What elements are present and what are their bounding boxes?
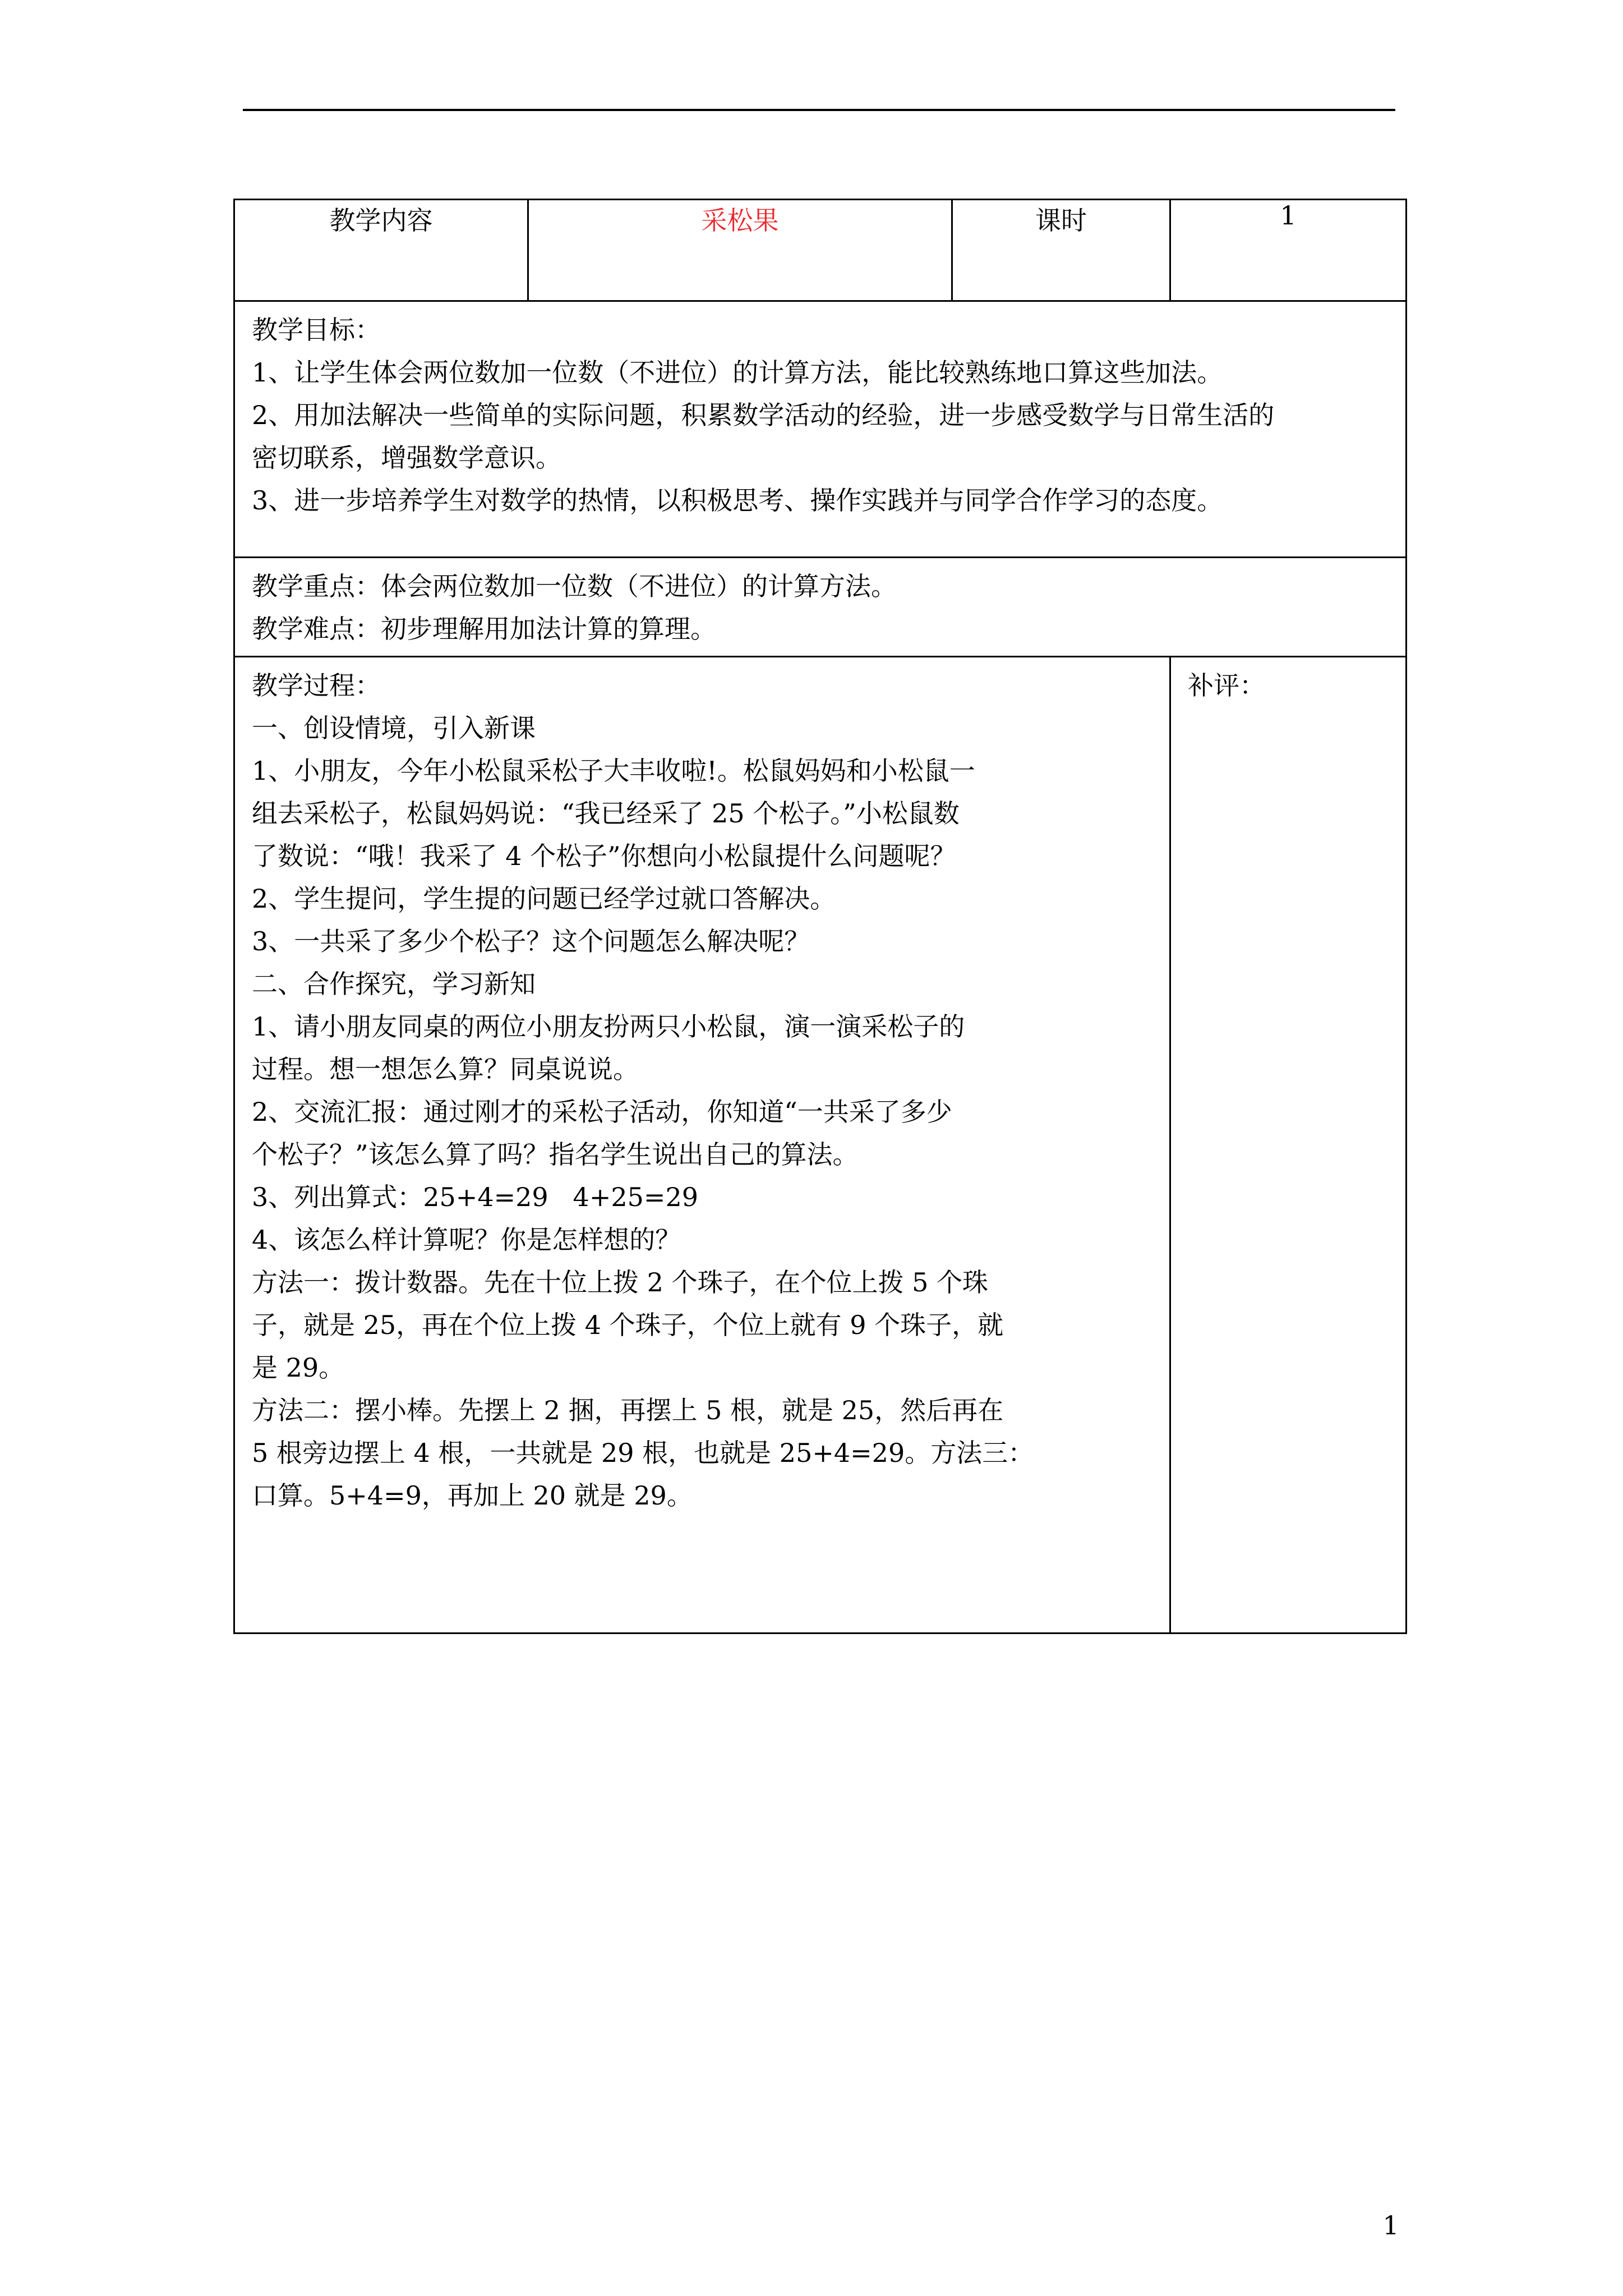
- goal-line: 3、进一步培养学生对数学的热情，以积极思考、操作实践并与同学合作学习的态度。: [252, 485, 1223, 516]
- process-line: 二、合作探究，学习新知: [252, 969, 536, 999]
- process-cell: [234, 657, 1170, 1634]
- header-rule: [243, 109, 1395, 111]
- process-line: 1、小朋友，今年小松鼠采松子大丰收啦!。松鼠妈妈和小松鼠一: [252, 756, 975, 786]
- goals-cell: [234, 301, 1407, 558]
- key-points-cell: [234, 558, 1407, 657]
- notes-cell: [1170, 657, 1407, 1634]
- goal-line: 2、用加法解决一些简单的实际问题，积累数学活动的经验，进一步感受数学与日常生活的: [252, 400, 1275, 430]
- process-line: 一、创设情境，引入新课: [252, 713, 536, 743]
- process-line: 组去采松子，松鼠妈妈说：“我已经采了 25 个松子。”小松鼠数: [252, 798, 960, 829]
- header-row: [234, 200, 1407, 301]
- process-line: 1、请小朋友同桌的两位小朋友扮两只小松鼠，演一演采松子的: [252, 1011, 965, 1042]
- notes-heading: 补评：: [1188, 670, 1265, 701]
- class-hours-value: 1: [1170, 200, 1407, 301]
- goal-line: 1、让学生体会两位数加一位数（不进位）的计算方法，能比较熟练地口算这些加法。: [252, 357, 1223, 388]
- key-points-row: [234, 558, 1407, 657]
- process-line: 过程。想一想怎么算？同桌说说。: [252, 1054, 639, 1084]
- process-line: 4、该怎么样计算呢？你是怎样想的？: [252, 1225, 681, 1255]
- lesson-title: 采松果: [528, 200, 952, 301]
- process-line: 3、列出算式：25+4=29 4+25=29: [252, 1182, 698, 1212]
- process-line: 2、交流汇报：通过刚才的采松子活动，你知道“一共采了多少: [252, 1097, 952, 1127]
- process-line: 是 29。: [252, 1352, 345, 1383]
- goal-line: 密切联系，增强数学意识。: [252, 443, 561, 473]
- process-line: 子，就是 25，再在个位上拨 4 个珠子，个位上就有 9 个珠子，就: [252, 1310, 1004, 1340]
- process-line: 方法二：摆小棒。先摆上 2 捆，再摆上 5 根，就是 25，然后再在: [252, 1395, 1004, 1425]
- page-number: 1: [1382, 2210, 1399, 2240]
- process-line: 方法一：拨计数器。先在十位上拨 2 个珠子，在个位上拨 5 个珠: [252, 1267, 989, 1297]
- lesson-plan-table: [233, 199, 1407, 1634]
- goals-heading: 教学目标：: [252, 315, 381, 345]
- goals-row: [234, 301, 1407, 558]
- process-line: 5 根旁边摆上 4 根，一共就是 29 根，也就是 25+4=29。方法三：: [252, 1438, 1034, 1468]
- process-line: 3、一共采了多少个松子？这个问题怎么解决呢？: [252, 926, 810, 956]
- label-class-hours: 课时: [952, 200, 1170, 301]
- process-line: 口算。5+4=9，再加上 20 就是 29。: [252, 1480, 693, 1511]
- label-teaching-content: 教学内容: [234, 200, 528, 301]
- teaching-difficulty: 教学难点：初步理解用加法计算的算理。: [252, 614, 716, 644]
- process-row: [234, 657, 1407, 1634]
- process-line: 了数说：“哦！我采了 4 个松子”你想向小松鼠提什么问题呢？: [252, 841, 956, 871]
- teaching-focus: 教学重点：体会两位数加一位数（不进位）的计算方法。: [252, 571, 897, 601]
- process-line: 个松子？”该怎么算了吗？指名学生说出自己的算法。: [252, 1139, 859, 1170]
- process-line: 2、学生提问，学生提的问题已经学过就口答解决。: [252, 884, 836, 914]
- process-heading: 教学过程：: [252, 670, 381, 701]
